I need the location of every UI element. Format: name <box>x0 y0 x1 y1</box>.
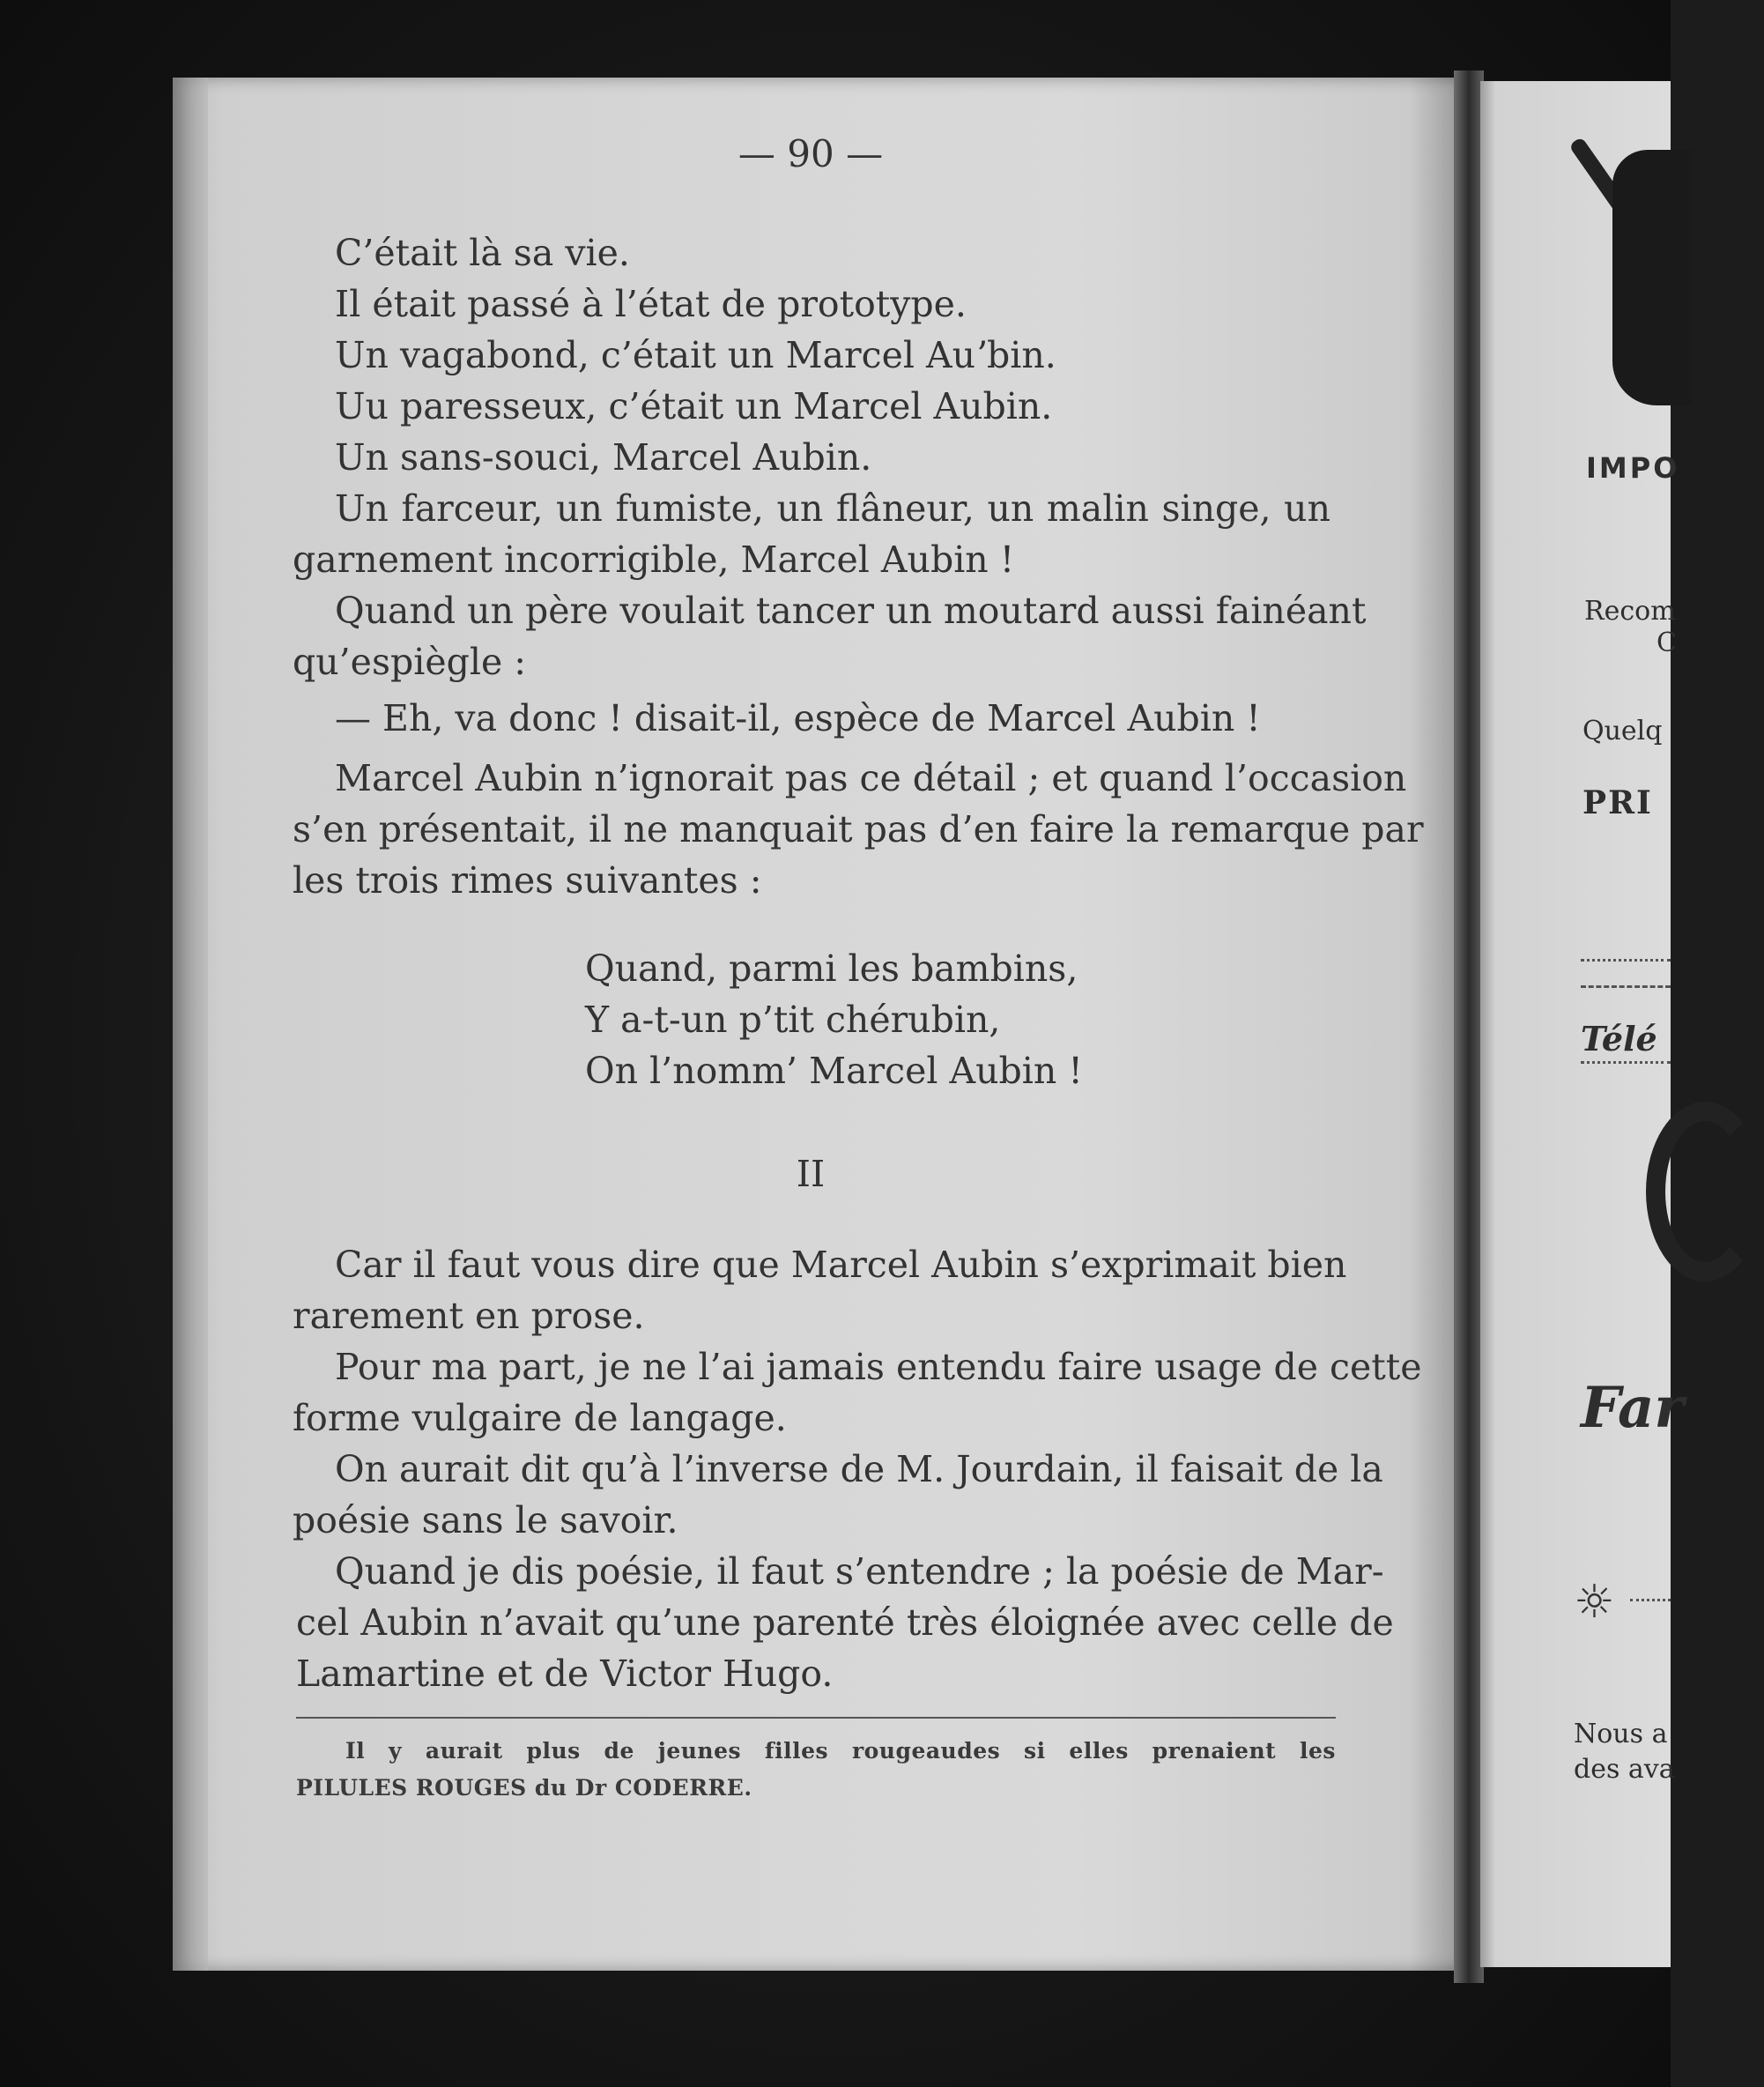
footnote-line: Il y aurait plus de jeunes filles rougeaudes si elles prenaient les <box>345 1738 1336 1764</box>
text-line: Lamartine et de Victor Hugo. <box>296 1653 834 1695</box>
text-line: s’en présentait, il ne manquait pas d’en faire la remarque par <box>293 808 1424 850</box>
right-page-text-fragment: Nous a <box>1574 1719 1668 1749</box>
text-line: Quand je dis poésie, il faut s’entendre ; la poésie de Mar- <box>335 1550 1384 1593</box>
page-number: — 90 — <box>737 132 884 175</box>
dotted-rule <box>1581 959 1671 962</box>
text-line: rarement en prose. <box>293 1295 645 1337</box>
right-page-heading-fragment: IMPO <box>1586 451 1680 485</box>
wavy-rule <box>1581 985 1671 988</box>
text-line: — Eh, va donc ! disait-il, espèce de Marcel Aubin ! <box>335 697 1261 739</box>
right-page-text-fragment: PRI <box>1582 784 1653 821</box>
text-line: Car il faut vous dire que Marcel Aubin s’exprimait bien <box>335 1244 1347 1286</box>
book-gutter <box>1454 71 1484 1983</box>
verse-line: Y a-t-un p’tit chérubin, <box>585 999 1001 1041</box>
right-page-text-fragment: Quelq <box>1582 716 1663 746</box>
right-page-text-fragment: Far <box>1581 1375 1685 1441</box>
verse-line: Quand, parmi les bambins, <box>585 947 1078 990</box>
text-line: Un sans-souci, Marcel Aubin. <box>335 436 872 479</box>
text-line: forme vulgaire de langage. <box>293 1397 787 1439</box>
text-line: Marcel Aubin n’ignorait pas ce détail ; et quand l’occasion <box>335 757 1407 799</box>
text-line: cel Aubin n’avait qu’une parenté très éloignée avec celle de <box>296 1601 1394 1644</box>
sun-ornament-icon: ☼ <box>1574 1576 1615 1629</box>
text-line: Quand un père voulait tancer un moutard aussi fainéant <box>335 590 1367 632</box>
text-line: On aurait dit qu’à l’inverse de M. Jourdain, il faisait de la <box>335 1448 1383 1490</box>
ornamental-letter <box>1646 1102 1764 1281</box>
text-line: qu’espiègle : <box>293 641 527 683</box>
left-page-edge <box>173 78 208 1971</box>
right-page-text-fragment: Recom <box>1584 596 1676 627</box>
text-line: Il était passé à l’état de prototype. <box>335 283 967 325</box>
right-page-text-fragment: des ava <box>1574 1754 1675 1785</box>
verse-line: On l’nomm’ Marcel Aubin ! <box>585 1050 1083 1092</box>
text-line: Uu paresseux, c’était un Marcel Aubin. <box>335 385 1053 427</box>
section-number: II <box>796 1153 826 1195</box>
text-line: garnement incorrigible, Marcel Aubin ! <box>293 538 1015 581</box>
dotted-rule <box>1581 1061 1671 1064</box>
text-line: Pour ma part, je ne l’ai jamais entendu faire usage de cette <box>335 1346 1422 1388</box>
dotted-rule <box>1630 1599 1671 1601</box>
mortar-illustration <box>1612 150 1692 405</box>
text-line: Un farceur, un fumiste, un flâneur, un malin singe, un <box>335 487 1330 530</box>
footnote-rule <box>296 1717 1336 1719</box>
text-line: les trois rimes suivantes : <box>293 859 762 902</box>
text-line: C’était là sa vie. <box>335 232 630 274</box>
right-page-text-fragment: C <box>1657 628 1677 658</box>
text-line: Un vagabond, c’était un Marcel Auʼbin. <box>335 334 1056 376</box>
text-line: poésie sans le savoir. <box>293 1499 678 1541</box>
right-page-text-fragment: Télé <box>1581 1019 1657 1058</box>
footnote-line: PILULES ROUGES du Dr CODERRE. <box>296 1775 752 1801</box>
